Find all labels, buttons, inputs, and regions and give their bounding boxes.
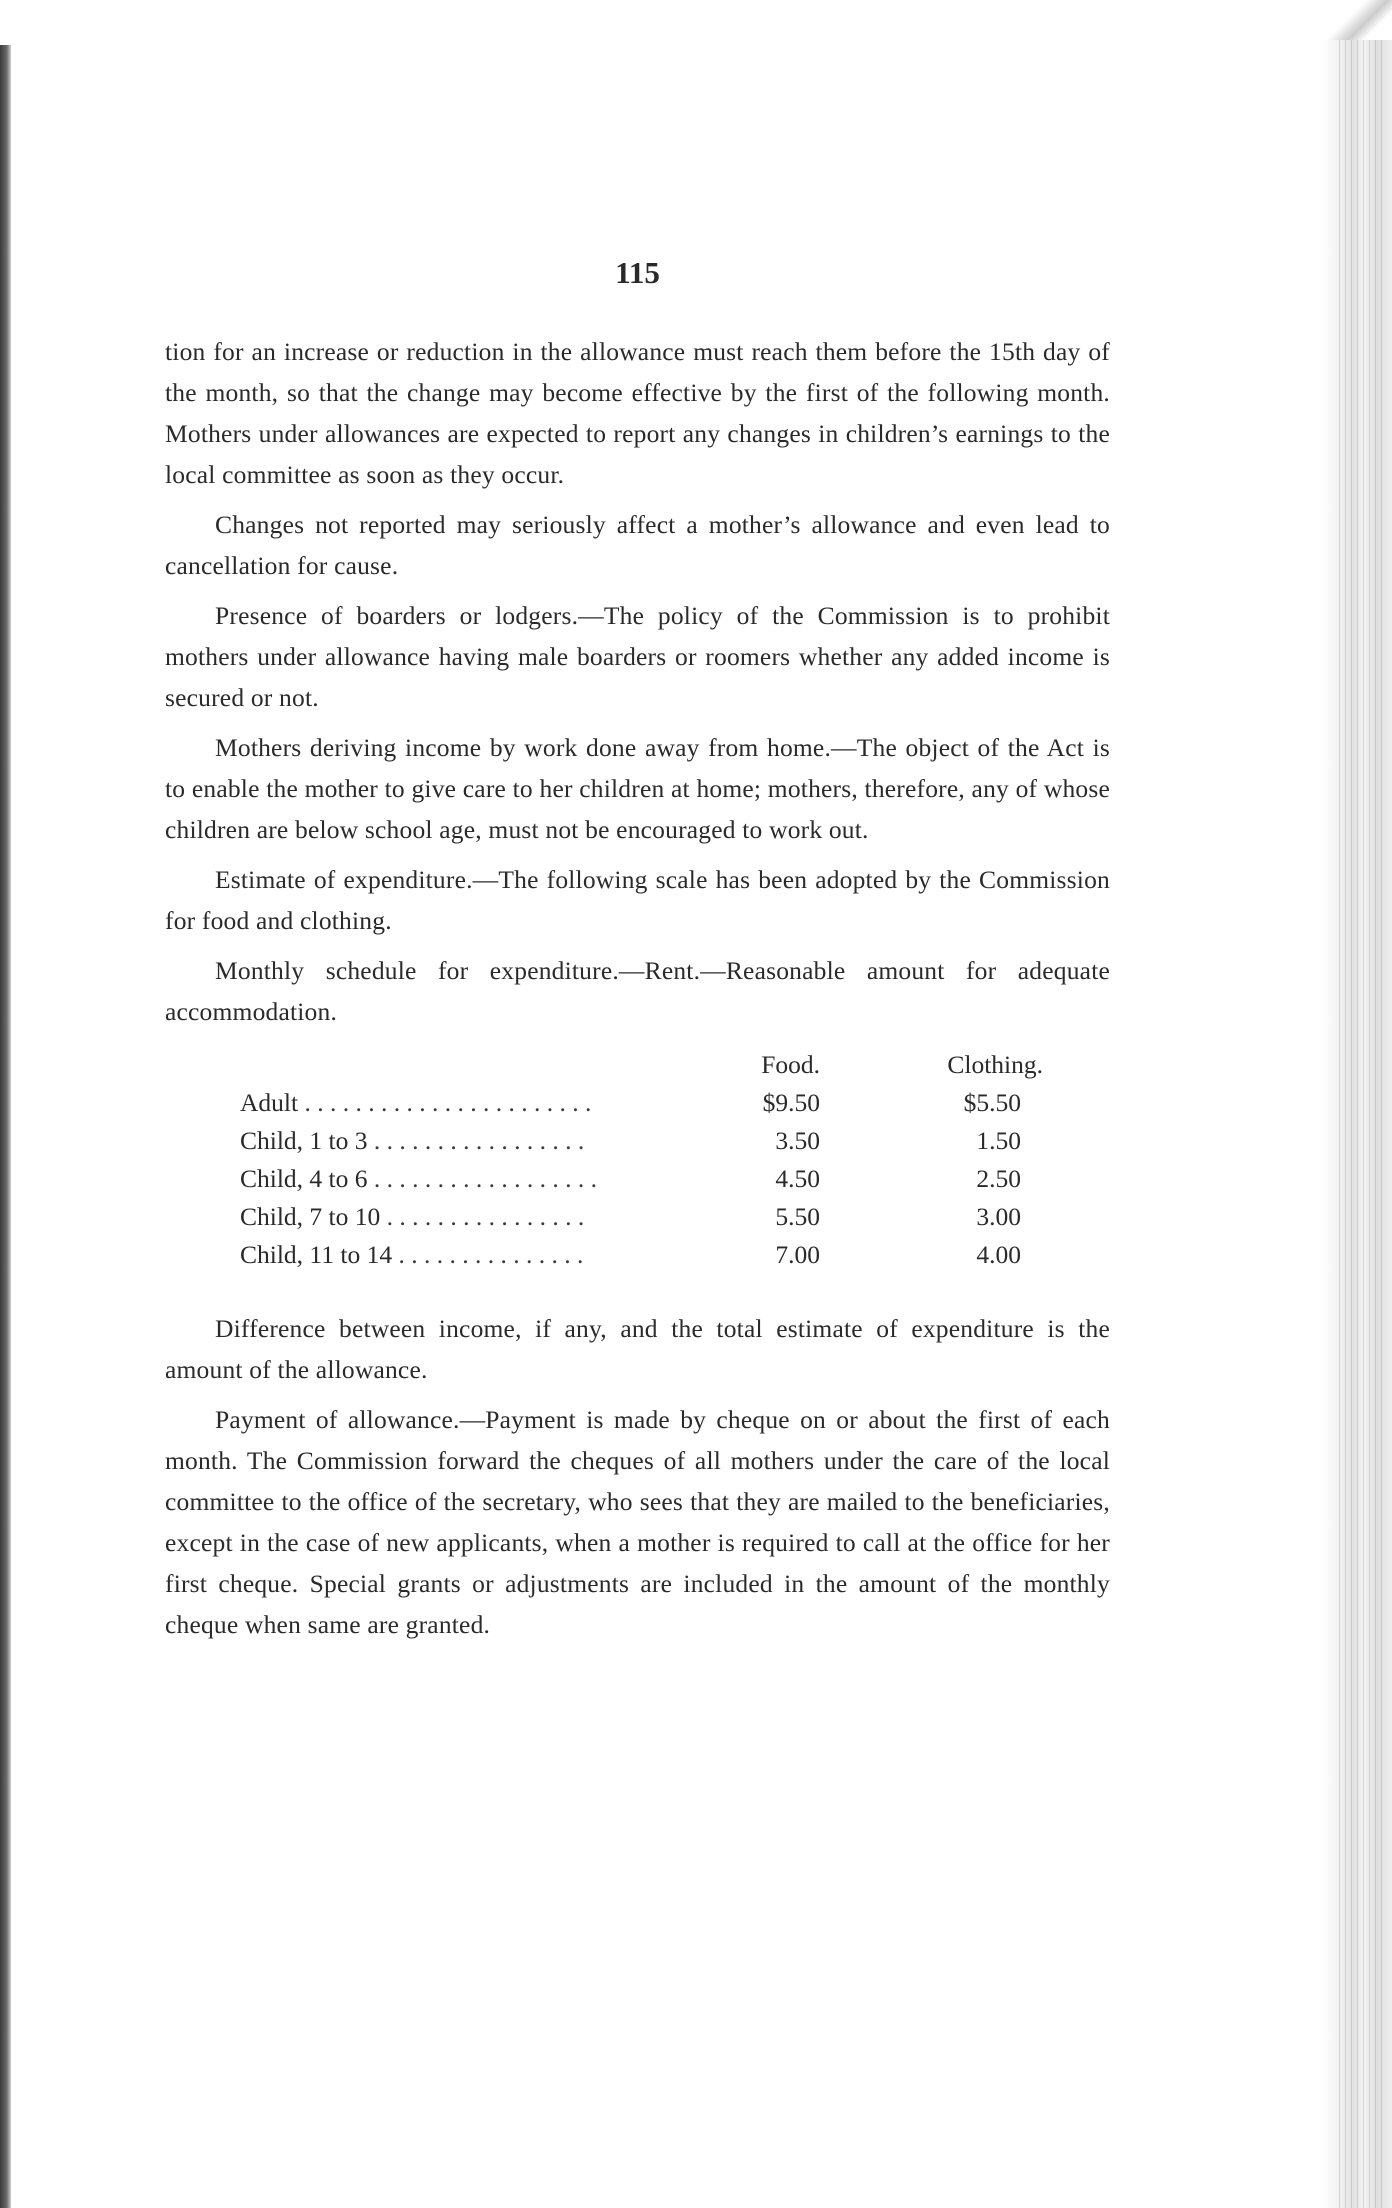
schedule-row-label [165,1240,715,1270]
schedule-food-value: 4.50 [775,1164,820,1193]
schedule-row-label [165,1164,715,1194]
leader-dots: . . . . . . . . . . . . . . . [392,1240,584,1269]
paragraph-work-away-from-home: Mothers deriving income by work done away from home.—The object of the Act is to enable the mother to give care to her children at home; mothers, therefore, any of whose children are below school age, must not be encouraged to work out. [165,733,1110,844]
schedule-clothing-value: 4.00 [976,1240,1021,1269]
schedule-row-child-11-14 [165,1232,1110,1270]
paragraph-difference-income: Difference between income, if any, and the total estimate of expenditure is the amount of the allowance. [165,1314,1110,1384]
leader-dots: . . . . . . . . . . . . . . . . . . [367,1164,598,1193]
paragraph-boarders-lodgers: Presence of boarders or lodgers.—The policy of the Commission is to prohibit mothers under allowance having male boarders or roomers whether any added income is secured or not. [165,601,1110,712]
schedule-row-child-7-10 [165,1194,1110,1232]
schedule-clothing-value: 2.50 [976,1164,1021,1193]
document-page [165,255,1110,1654]
paragraph-allowance-change: tion for an increase or reduction in the allowance must reach them before the 15th day of the month, so that the change may become effective by the first of the following month. Mothers under allowances are expected to report any changes in children’s earnings to the local committee as soon as they occur. [165,337,1110,489]
page-corner-fold [1322,0,1392,40]
paragraph-estimate-of-expenditure: Estimate of expenditure.—The following scale has been adopted by the Commission for food and clothing. [165,865,1110,935]
schedule-clothing-value: $5.50 [963,1088,1021,1117]
schedule-food-value: $9.50 [762,1088,820,1117]
schedule-label-text: Adult [240,1088,299,1117]
schedule-clothing-value: 1.50 [976,1126,1021,1155]
paragraph-monthly-schedule: Monthly schedule for expenditure.—Rent.—Reasonable amount for adequate accommodation. [165,956,1110,1026]
schedule-clothing-value: 3.00 [976,1202,1021,1231]
schedule-food-value: 7.00 [775,1240,820,1269]
leader-dots: . . . . . . . . . . . . . . . . . . . . . . . [298,1088,592,1117]
schedule-row-child-4-6 [165,1156,1110,1194]
schedule-label-text: Child, 4 to 6 [240,1164,368,1193]
schedule-label-text: Child, 7 to 10 [240,1202,381,1231]
leader-dots: . . . . . . . . . . . . . . . . . [367,1126,585,1155]
schedule-row-label [165,1202,715,1232]
schedule-food-value: 3.50 [775,1126,820,1155]
paragraph-payment-of-allowance: Payment of allowance.—Payment is made by cheque on or about the first of each month. The Commission forward the cheques of all mothers under the care of the local committee to the office of the secretary, who sees that they are mailed to the beneficiaries, except in the case of new applicants, when a mother is required to call at the office for her first cheque. Special grants or adjustments are included in the amount of the monthly cheque when same are granted. [165,1405,1110,1639]
expenditure-schedule-table [165,1042,1110,1270]
page-number: 115 [615,255,660,290]
schedule-row-label [165,1126,715,1156]
schedule-label-text: Child, 11 to 14 [240,1240,393,1269]
leader-dots: . . . . . . . . . . . . . . . . [380,1202,585,1231]
page-stack-lines [1334,0,1384,2208]
schedule-header-food: Food. [761,1050,820,1079]
schedule-row-adult [165,1080,1110,1118]
book-binding-edge [0,45,11,2208]
schedule-food-value: 5.50 [775,1202,820,1231]
paragraph-changes-not-reported: Changes not reported may seriously affect a mother’s allowance and even lead to cancellation for cause. [165,510,1110,580]
schedule-row-child-1-3 [165,1118,1110,1156]
schedule-row-label [165,1088,715,1118]
schedule-header-clothing: Clothing. [947,1050,1043,1079]
schedule-label-text: Child, 1 to 3 [240,1126,368,1155]
schedule-header-row [165,1042,1110,1080]
